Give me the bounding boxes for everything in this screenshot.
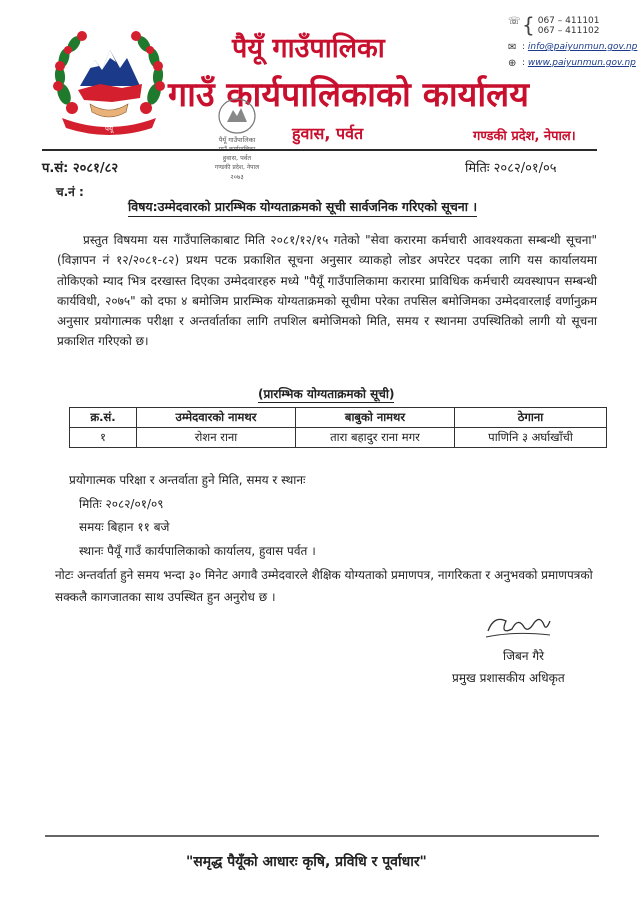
letter-date: मितिः २०८२/०१/०५ — [465, 161, 557, 176]
candidate-table — [69, 407, 607, 448]
contact-block — [508, 13, 638, 74]
footer-motto: "समृद्ध पैयूँको आधारः कृषि, प्रविधि र पूर्वाधार" — [186, 854, 427, 870]
column-header: बाबुको नामथर — [296, 408, 455, 428]
stamp-line: गण्डकी प्रदेश, नेपाल — [214, 164, 260, 171]
email-link[interactable]: info@paiyunmun.gov.np — [527, 42, 638, 52]
signatory-name: जिबन गैरे — [503, 649, 545, 663]
colon-glyph: : — [522, 58, 528, 68]
email-icon: ✉ — [508, 42, 517, 53]
office-title: गाउँ कार्यपालिकाको कार्यालय — [168, 75, 529, 115]
exam-schedule — [69, 471, 316, 565]
subject-line: विषय:उम्मेदवारको प्रारम्भिक योग्यताक्रमको सूची सार्वजनिक गरिएको सूचना । — [128, 198, 477, 217]
note-paragraph: नोटः अन्तर्वार्ता हुने समय भन्दा ३० मिनेट अगावै उम्मेदवारले शैक्षिक योग्यताको प्रमाणपत्र, नागरिकता र अनुभवको प्रमाणपत्रको सक्कलै कागजातका साथ उपस्थित हुन अनुरोध छ । — [55, 568, 593, 604]
colon-glyph: : — [522, 42, 528, 52]
phone-number: 067 – 411102 — [537, 26, 600, 36]
header-divider — [42, 149, 597, 151]
phone-list — [538, 16, 600, 36]
stamp-line: हुवास, पर्वत — [222, 154, 252, 162]
footer-divider — [45, 835, 599, 837]
body-paragraph: प्रस्तुत विषयमा यस गाउँपालिकाबाट मिति २०८१/१२/१५ गतेको "सेवा करारमा कर्मचारी आवश्यकता सम्बन्धी सूचना" (विज्ञापन नं १२/२०८१-८२) प्रथम पटक प्रकाशित सूचना अनुसार व्याकहो लोडर अपरेटर पदका लागि यस कार्यालयमा तोकिएको म्याद भित्र दरखास्त दिएका उम्मेदवारहरु मध्ये "पैयूँ गाउँपालिकामा करारमा प्राविधिक कर्मचारी व्यवस्थापन सम्बन्धी कार्यविधी, २०७५" को दफा ४ बमोजिम प्रारम्भिक योग्यताक्रमको सूचीमा परेका तपसिल बमोजिमका उम्मेदवारलाई वर्णानुक्रम अनुसार प्रयोगात्मक परीक्षा र अन्तर्वार्ताका लागि तपशिल बमोजिमको मिति, समय र स्थानमा उपस्थितिको लागी यो सूचना प्रकाशित गरिएको छ। — [57, 233, 597, 349]
list-title: (प्रारम्भिक योग्यताक्रमको सूची) — [258, 387, 395, 401]
office-name: पैयूँ गाउँपालिका — [232, 33, 385, 64]
exam-date: मितिः २०८२/०१/०९ — [79, 496, 164, 511]
exam-place: स्थानः पैयूँ गाउँ कार्यपालिकाको कार्यालय, हुवास पर्वत । — [79, 543, 316, 558]
website-link[interactable]: www.paiyunmun.gov.np — [527, 58, 636, 68]
column-header: उम्मेदवारको नामथर — [137, 408, 296, 428]
stamp-line: २०७३ — [230, 173, 244, 181]
stamp-line: पैयूँ गाउँपालिका — [218, 136, 256, 144]
table-header-row — [70, 408, 607, 428]
table-cell: पाणिनि ३ अर्घाखाँची — [455, 428, 607, 448]
office-address: हुवास, पर्वत — [292, 124, 364, 143]
table-cell: रोशन राना — [137, 428, 296, 448]
province-label: गण्डकी प्रदेश, नेपाल। — [473, 129, 576, 144]
globe-icon: ⊕ — [508, 58, 517, 69]
exam-time: समयः बिहान ११ बजे — [79, 520, 170, 534]
column-header: क्र.सं. — [70, 408, 137, 428]
signatory-title: प्रमुख प्रशासकीय अधिकृत — [452, 671, 565, 685]
column-header: ठेगाना — [455, 408, 607, 428]
chalani-number: च.नं : — [56, 185, 84, 199]
handwritten-signature — [484, 607, 554, 643]
official-stamp — [203, 96, 271, 184]
brace-glyph: { — [522, 13, 535, 37]
patra-sankhya: प.सं: २०८१/८२ — [42, 161, 119, 176]
table-row — [70, 428, 607, 448]
table-cell: १ — [70, 428, 137, 448]
exam-intro: प्रयोगात्मक परिक्षा र अन्तर्वाता हुने मिति, समय र स्थानः — [69, 473, 306, 487]
municipality-emblem-logo — [50, 24, 168, 136]
phone-number: 067 – 411101 — [537, 16, 600, 26]
table-cell: तारा बहादुर राना मगर — [296, 428, 455, 448]
svg-text:पैयूँ: पैयूँ — [104, 125, 114, 133]
telephone-icon: ☏ — [508, 16, 521, 27]
